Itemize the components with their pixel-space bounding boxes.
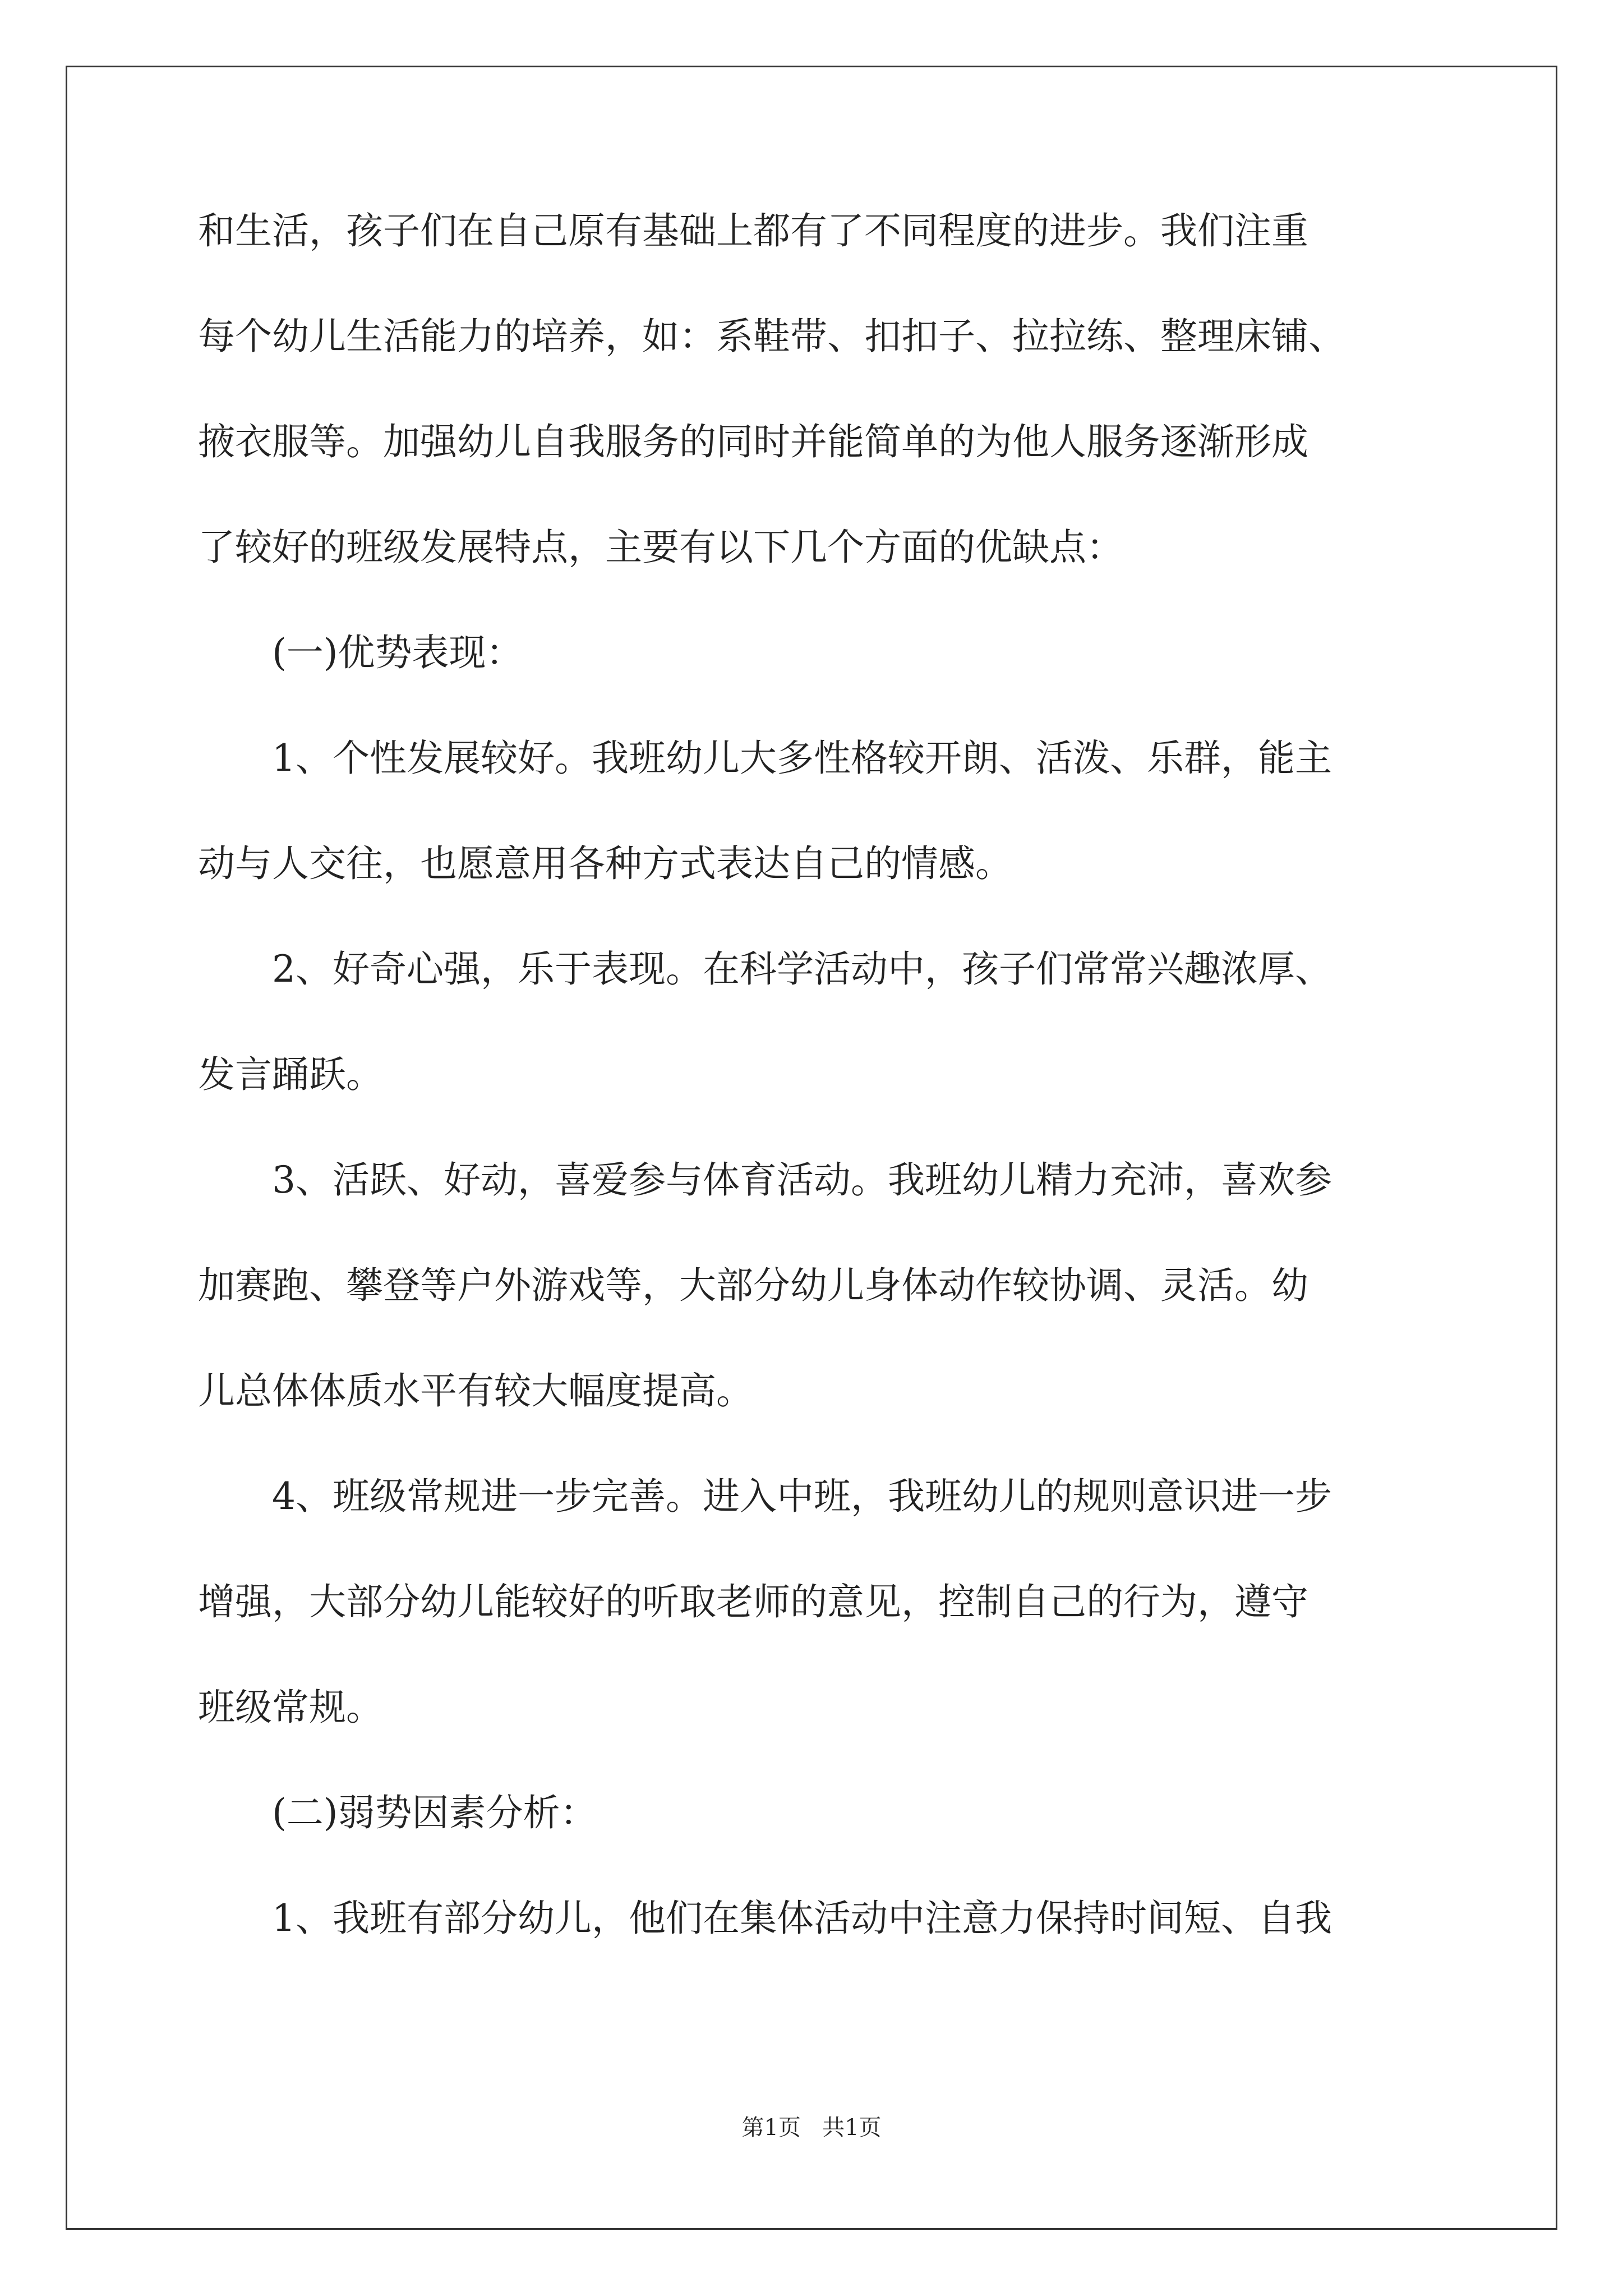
text-line: 和生活，孩子们在自己原有基础上都有了不同程度的进步。我们注重 [198, 209, 1308, 252]
text-line: 动与人交往，也愿意用各种方式表达自己的情感。 [198, 842, 1012, 885]
text-line: 儿总体体质水平有较大幅度提高。 [198, 1369, 753, 1412]
text-line: 加赛跑、攀登等户外游戏等，大部分幼儿身体动作较协调、灵活。幼 [198, 1264, 1308, 1307]
page-footer [0, 2114, 1623, 2142]
text-line: 班级常规。 [198, 1686, 383, 1729]
text-line: 3、活跃、好动，喜爱参与体育活动。我班幼儿精力充沛，喜欢参 [272, 1158, 1332, 1202]
text-line: 1、我班有部分幼儿，他们在集体活动中注意力保持时间短、自我 [272, 1897, 1332, 1940]
text-line: 1、个性发展较好。我班幼儿大多性格较开朗、活泼、乐群，能主 [272, 737, 1332, 780]
page-total: 共1页 [822, 2115, 882, 2141]
text-line: 2、好奇心强，乐于表现。在科学活动中，孩子们常常兴趣浓厚、 [272, 947, 1332, 991]
section-heading: (二)弱势因素分析： [272, 1791, 597, 1834]
text-line: 增强，大部分幼儿能较好的听取老师的意见，控制自己的行为，遵守 [198, 1580, 1308, 1623]
text-line: 发言踊跃。 [198, 1053, 383, 1096]
text-line: 每个幼儿生活能力的培养，如：系鞋带、扣扣子、拉拉练、整理床铺、 [198, 315, 1345, 358]
text-line: 掖衣服等。加强幼儿自我服务的同时并能简单的为他人服务逐渐形成 [198, 420, 1308, 463]
page-number: 第1页 [741, 2115, 801, 2141]
section-heading: (一)优势表现： [272, 631, 523, 674]
text-line: 4、班级常规进一步完善。进入中班，我班幼儿的规则意识进一步 [272, 1475, 1332, 1518]
text-line: 了较好的班级发展特点，主要有以下几个方面的优缺点： [198, 526, 1123, 569]
